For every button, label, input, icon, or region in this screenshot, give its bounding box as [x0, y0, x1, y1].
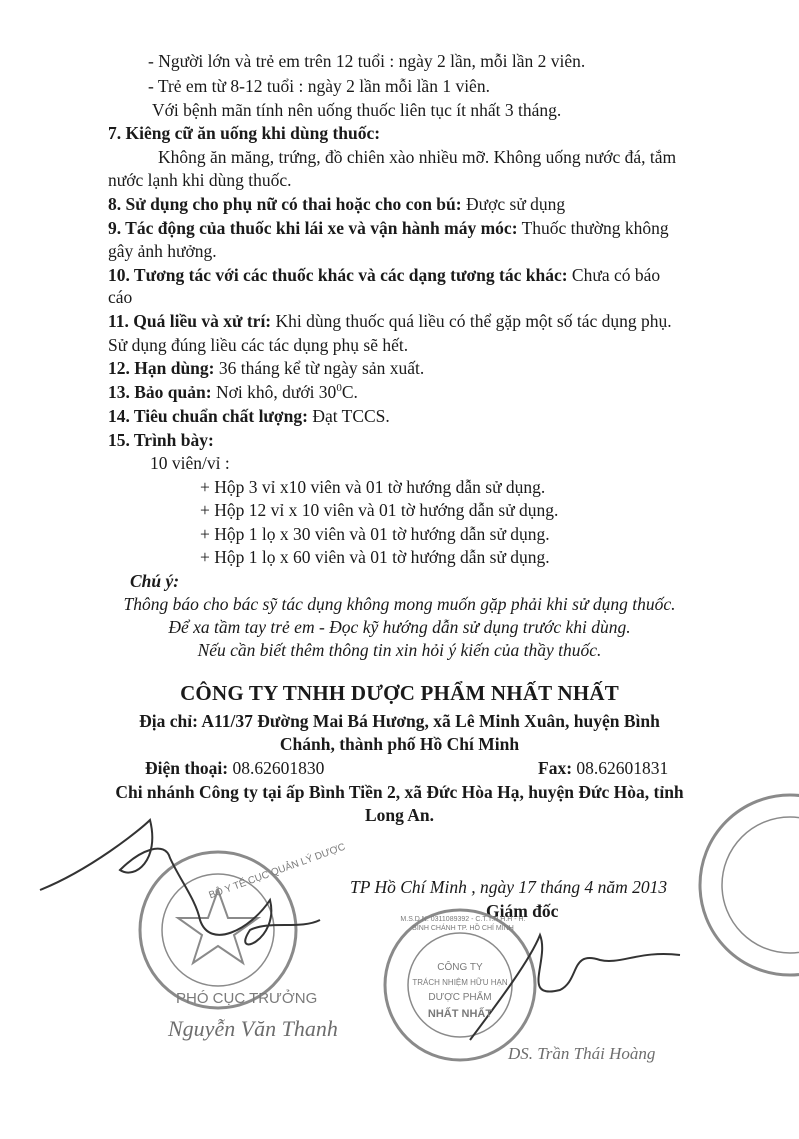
- note-title: Chú ý:: [130, 571, 180, 591]
- section-11-line2: Sử dụng đúng liều các tác dụng phụ sẽ hết.: [108, 335, 409, 355]
- dosage-adults: - Người lớn và trẻ em trên 12 tuổi : ngày 2 lần, mỗi lần 2 viên.: [148, 51, 586, 71]
- section-12-text: 36 tháng kể từ ngày sản xuất.: [214, 358, 425, 378]
- place-date: TP Hồ Chí Minh , ngày 17 tháng 4 năm 2013: [350, 877, 668, 897]
- note-line: Thông báo cho bác sỹ tác dụng không mong muốn gặp phải khi sử dụng thuốc.: [123, 594, 676, 614]
- section-7-heading: 7. Kiêng cữ ăn uống khi dùng thuốc:: [108, 123, 381, 143]
- ministry-stamp-ring: BỘ Y TẾ CỤC QUẢN LÝ DƯỢC: [207, 841, 347, 902]
- company-address-line1: Địa chỉ: A11/37 Đường Mai Bá Hương, xã Lê Minh Xuân, huyện Bình: [139, 711, 660, 731]
- company-name: CÔNG TY TNHH DƯỢC PHẨM NHẤT NHẤT: [180, 681, 619, 705]
- company-branch-line1: Chi nhánh Công ty tại ấp Bình Tiền 2, xã Đức Hòa Hạ, huyện Đức Hòa, tỉnh: [115, 782, 684, 802]
- ministry-signer-name: Nguyễn Văn Thanh: [168, 1016, 338, 1041]
- section-10-line2: cáo: [108, 287, 133, 307]
- company-branch-line2: Long An.: [364, 805, 435, 825]
- section-14-heading: 14. Tiêu chuẩn chất lượng:: [108, 406, 308, 426]
- dosage-children: - Trẻ em từ 8-12 tuổi : ngày 2 lần mỗi lần 1 viên.: [148, 76, 490, 96]
- company-address-line2: Chánh, thành phố Hồ Chí Minh: [279, 734, 520, 754]
- company-stamp-ring: M.S.D.N: 0311089392 - C.T.T.N.H.H - H. BÌNH CHÁNH TP. HỒ CHÍ MINH: [400, 916, 526, 932]
- company-stamp-line4: NHẤT NHẤT: [427, 1008, 493, 1020]
- packaging-item: + Hộp 12 vỉ x 10 viên và 01 tờ hướng dẫn sử dụng.: [200, 500, 559, 520]
- section-9-line2: gây ảnh hưởng.: [108, 241, 217, 261]
- partial-stamp-right: [700, 795, 799, 975]
- director-name: DS. Trần Thái Hoàng: [508, 1044, 656, 1063]
- note-line: Để xa tầm tay trẻ em - Đọc kỹ hướng dẫn sử dụng trước khi dùng.: [168, 617, 631, 637]
- phone-number: 08.62601830: [228, 758, 325, 778]
- company-stamp-line2: TRÁCH NHIỆM HỮU HẠN: [412, 978, 508, 987]
- section-11-text: Khi dùng thuốc quá liều có thể gặp một số tác dụng phụ.: [271, 311, 672, 331]
- note-line: Nếu cần biết thêm thông tin xin hỏi ý kiến của thầy thuốc.: [197, 640, 602, 660]
- section-10-heading: 10. Tương tác với các thuốc khác và các dạng tương tác khác:: [108, 265, 568, 285]
- director-title: Giám đốc: [486, 901, 559, 921]
- phone-label: Điện thoại:: [145, 758, 229, 778]
- section-8-heading: 8. Sử dụng cho phụ nữ có thai hoặc cho con bú:: [108, 194, 462, 214]
- packaging-intro: 10 viên/vỉ :: [150, 453, 230, 473]
- ministry-signer-title: PHÓ CỤC TRƯỞNG: [176, 990, 318, 1007]
- packaging-item: + Hộp 1 lọ x 60 viên và 01 tờ hướng dẫn sử dụng.: [200, 547, 550, 567]
- section-15-heading: 15. Trình bày:: [108, 430, 214, 450]
- section-9-text: Thuốc thường không: [517, 218, 669, 238]
- section-13-unit: C.: [341, 382, 358, 402]
- section-7-line2: nước lạnh khi dùng thuốc.: [108, 170, 292, 190]
- director-signature: [470, 935, 680, 1040]
- packaging-item: + Hộp 1 lọ x 30 viên và 01 tờ hướng dẫn sử dụng.: [200, 524, 550, 544]
- section-11-heading: 11. Quá liều và xử trí:: [108, 311, 272, 331]
- company-stamp-line3: DƯỢC PHẨM: [428, 992, 492, 1003]
- company-stamp-line1: CÔNG TY: [437, 962, 483, 973]
- section-12-heading: 12. Hạn dùng:: [108, 358, 215, 378]
- section-9-heading: 9. Tác động của thuốc khi lái xe và vận hành máy móc:: [108, 218, 518, 238]
- fax-label: Fax:: [538, 758, 573, 778]
- section-14-text: Đạt TCCS.: [307, 406, 390, 426]
- section-13-text: Nơi khô, dưới 30: [211, 382, 337, 402]
- dosage-chronic: Với bệnh mãn tính nên uống thuốc liên tục ít nhất 3 tháng.: [152, 100, 562, 120]
- section-10-text: Chưa có báo: [567, 265, 661, 285]
- packaging-item: + Hộp 3 vỉ x10 viên và 01 tờ hướng dẫn sử dụng.: [200, 477, 546, 497]
- section-13-superscript: 0: [336, 382, 342, 395]
- fax-number: 08.62601831: [572, 758, 669, 778]
- section-7-line1: Không ăn măng, trứng, đồ chiên xào nhiều mỡ. Không uống nước đá, tắm: [158, 147, 677, 167]
- section-13-heading: 13. Bảo quản:: [108, 382, 212, 402]
- section-8-text: Được sử dụng: [461, 194, 566, 214]
